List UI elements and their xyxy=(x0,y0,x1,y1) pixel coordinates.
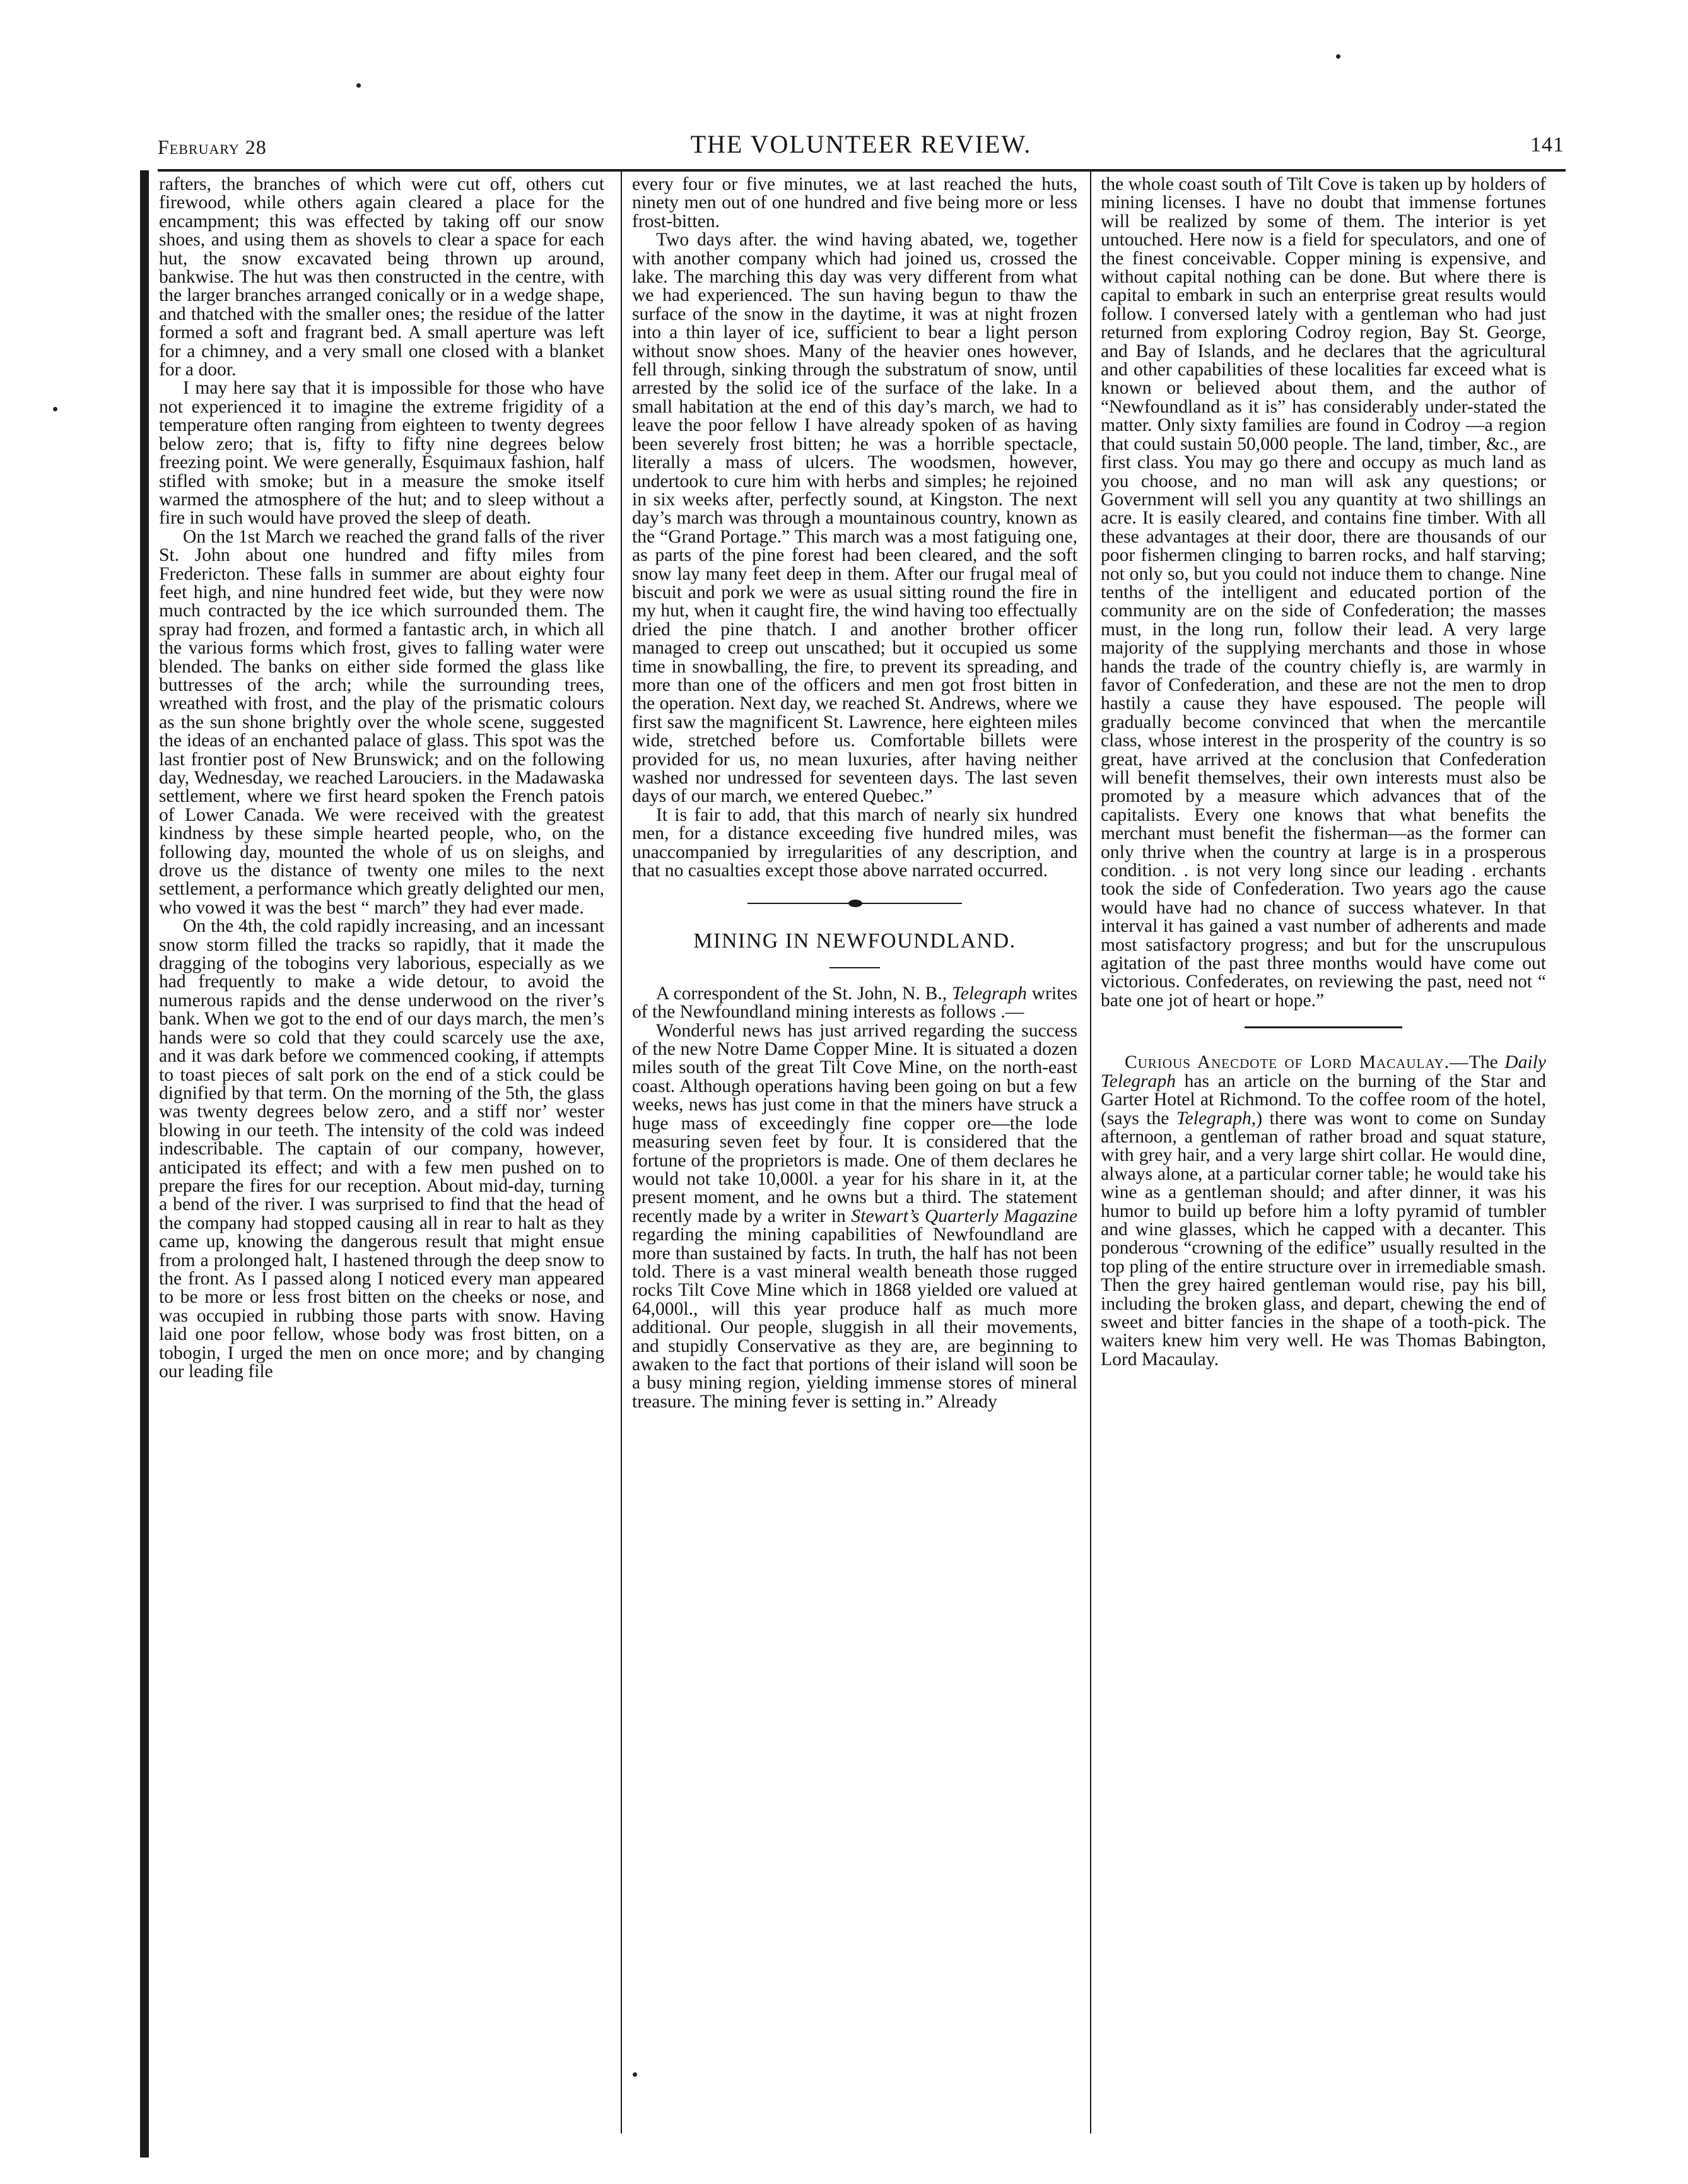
italic-title: Telegraph xyxy=(951,983,1027,1004)
section-rule xyxy=(829,967,880,968)
paragraph: It is fair to add, that this march of nearly six hundred men, for a distance exceeding five hundred miles, was unaccompanied by irregularities of any description, and that no casualties except those above narrated occurred. xyxy=(632,804,1077,881)
paragraph: every four or five minutes, we at last reached the huts, ninety men out of one hundred and five being more or less frost-bitten. xyxy=(632,175,1077,232)
paragraph xyxy=(632,985,1077,1022)
column-3 xyxy=(1101,175,1546,2131)
text-run: ) there was wont to come on Sunday afternoon, a gentleman of rather broad and squat stature, with grey hair, and a very large shirt collar. He would dine, always alone, at a particular corner table; he would take his wine as a gentleman should; and after dinner, it was his humor to build up before him a lofty pyramid of tumbler and wine glasses, which he capped with a decanter. This ponderous “crowning of the edifice” usually resulted in the top pling of the entire structure over in irremediable smash. Then the grey haired gentleman would rise, pay his bill, including the broken glass, and depart, chewing the end of sweet and bitter fancies in the shape of a tooth-pick. The waiters knew him very well. He was Thomas Babington, Lord Macaulay. xyxy=(1101,1108,1546,1370)
section-title: MINING IN NEWFOUNDLAND. xyxy=(693,929,1016,953)
ink-speck xyxy=(356,83,361,88)
header-date: February 28 xyxy=(158,136,267,158)
paragraph: the whole coast south of Tilt Cove is taken up by holders of mining licenses. I have no doubt that immense fortunes will be realized by some of them. The interior is yet untouched. Here now is a field for speculators, and one of the finest conceivable. Copper mining is expensive, and without capital nothing can be done. But where there is capital to embark in such an enterprise great results would follow. I conversed lately with a gentleman who had just returned from exploring Codroy region, Bay St. George, and Bay of Islands, and he declares that the agricultural and other capabilities of these localities far exceed what is known or believed about them, and the author of “Newfoundland as it is” has considerably under-stated the matter. Only sixty families are found in Codroy —a region that could sustain 50,000 people. The land, timber, &c., are first class. You may go there and occupy as much land as you choose, and no man will ask any questions; or Government will sell you any quantity at two shillings an acre. It is easily cleared, and contains fine timber. With all these advantages at their door, there are thousands of our poor fishermen clinging to barren rocks, and half starving; not only so, but you could not induce them to change. Nine tenths of the intelligent and educated portion of the community are on the side of Confederation; the masses must, in the long run, follow their lead. A very large majority of the supplying merchants and those in whose hands the trade of the country chiefly is, are warmly in favor of Confederation, and these are not the men to drop hastily a cause they have espoused. The people will gradually become convinced that when the mercantile class, whose interest in the prosperity of the country is so great, have arrived at the conclusion that Confederation will benefit themselves, their own interests must also be promoted by a measure which advances that of the capitalists. Every one knows that what benefits the merchant must benefit the fisherman—as the former can only thrive when the country at large is in a prosperous condition. . is not very long since our leading . erchants took the side of Confederation. Two years ago the cause would have had no chance of success whatever. In that interval it has gained a vast number of adherents and made most satisfactory progress; and but for the unscrupulous agitation of the past three months would have come out victorious. Confederates, on reviewing the past, need not “ bate one jot of heart or hope.” xyxy=(1101,175,1546,1011)
text-run: has an article on the burning of the Star and Garter Hotel at Richmond. To the coffee room of the hotel, (says the xyxy=(1101,1071,1546,1129)
italic-title: Daily Telegraph xyxy=(1101,1052,1546,1091)
text-run: regarding the mining capabilities of Newfoundland are more than sustained by facts. In truth, the half has not been told. There is a vast mineral wealth beneath those rugged rocks Tilt Cove Mine which in 1868 yielded ore valued at 64,000l., will this year produce half as much more additional. Our people, sluggish in all their movements, and stupidly Conservative as they are, are beginning to awaken to the fact that portions of their island will soon be a busy mining region, yielding immense stores of mineral treasure. The mining fever is setting in.” Already xyxy=(632,1224,1077,1412)
ink-speck xyxy=(53,407,57,411)
paragraph: On the 1st March we reached the grand falls of the river St. John about one hundred and fifty miles from Fredericton. These falls in summer are about eighty four feet high, and nine hundred feet wide, but they were now much contracted by the ice which surrounded them. The spray had frozen, and formed a fantastic arch, in which all the various forms which frost, gives to falling water were blended. The banks on either side formed the glass like buttresses of the arch; while the surrounding trees, wreathed with frost, and the play of the prismatic colours as the sun shone brightly over the whole scene, suggested the ideas of an enchanted palace of glass. This spot was the last frontier post of New Brunswick; and on the following day, Wednesday, we reached Larouciers. in the Madawaska settlement, where we first heard spoken the French patois of Lower Canada. We were received with the greatest kindness by these simple hearted people, who, on the following day, mounted the whole of us on sleighs, and drove us the distance of twenty one miles to the next settlement, a performance which greatly delighted our men, who vowed it was the best “ march” they had ever made. xyxy=(159,526,604,918)
column-rule-1 xyxy=(621,172,622,2134)
header-title: THE VOLUNTEER REVIEW. xyxy=(690,130,1032,158)
paragraph: I may here say that it is impossible for those who have not experienced it to imagine the extreme frigidity of a temperature often ranging from eighteen to twenty degrees below zero; that is, fifty to fifty nine degrees below freezing point. We were generally, Esquimaux fashion, half stifled with smoke; but in a measure the smoke itself warmed the atmosphere of the hut; and to sleep without a fire in such would have proved the sleep of death. xyxy=(159,378,604,529)
binding-shadow xyxy=(140,170,149,2158)
page-header xyxy=(158,129,1564,167)
paragraph xyxy=(632,1022,1077,1412)
ink-speck xyxy=(1336,54,1340,59)
page-number: 141 xyxy=(1530,133,1564,156)
text-run: writes of the Newfoundland mining interests as follows .— xyxy=(632,983,1077,1023)
text-run: Wonderful news has just arrived regarding the success of the new Notre Dame Copper Mine. It is situated a dozen miles south of the great Tilt Cove Mine, on the north-east coast. Although operations having been going on but a few weeks, news has just come in that the miners have struck a huge mass of exceedingly fine copper ore—the lode measuring seven feet by four. It is considered that the fortune of the proprietors is made. One of them declares he would not take 10,000l. a year for his share in it, at the present moment, and he owns but a third. The statement recently made by a writer in xyxy=(632,1020,1077,1226)
header-rule xyxy=(158,169,1566,172)
paragraph: Two days after. the wind having abated, we, together with another company which had joined us, crossed the lake. The marching this day was very different from what we had experienced. The sun having begun to thaw the surface of the snow in the daytime, it was at night frozen into a thin layer of ice, sufficient to bear a light person without snow shoes. Many of the heavier ones however, fell through, sinking through the substratum of snow, until arrested by the solid ice of the surface of the lake. In a small habitation at the end of this day’s march, we had to leave the poor fellow I have already spoken of as having been severely frost bitten; he was a horrible spectacle, literally a mass of ulcers. The woodsmen, however, undertook to cure him with herbs and simples; he rejoined in six weeks after, perfectly sound, at Kingston. The next day’s march was through a mountainous country, known as the “Grand Portage.” This march was a most fatiguing one, as parts of the pine forest had been cleared, and the soft snow lay many feet deep in them. After our frugal meal of biscuit and pork we were as usual sitting round the fire in my hut, when it caught fire, the wind having too effectually dried the pine thatch. I and another brother officer managed to creep out unscathed; but it occupied us some time in snowballing, the fire, to prevent its spreading, and more than one of the officers and men got frost bitten in the operation. Next day, we reached St. Andrews, where we first saw the magnificent St. Lawrence, here eighteen miles wide, stretched before us. Comfortable billets were provided for us, no mean luxuries, after having neither washed nor undressed for seventeen days. The last seven days of our march, we entered Quebec.” xyxy=(632,230,1077,807)
paragraph xyxy=(1101,1054,1546,1369)
column-1 xyxy=(159,175,604,2131)
text-run: A correspondent of the St. John, N. B., xyxy=(656,983,952,1004)
italic-title: Telegraph, xyxy=(1176,1108,1257,1129)
italic-title: Stewart’s Quarterly Magazine xyxy=(851,1206,1077,1226)
section-ornament xyxy=(747,898,962,909)
section-rule xyxy=(1245,1026,1402,1028)
column-rule-2 xyxy=(1090,172,1091,2134)
paragraph: On the 4th, the cold rapidly increasing, and an incessant snow storm filled the tracks so rapidly, that it made the dragging of the tobogins very laborious, especially as we had frequently to make a wide detour, to avoid the numerous rapids and the dense underwood on the river’s bank. When we got to the end of our days march, the men’s hands were so cold that they could scarcely use the axe, and it was dark before we commenced cooking, if attempts to toast pieces of salt pork on the end of a stick could be dignified by that term. On the morning of the 5th, the glass was twenty degrees below zero, and a stiff nor’ wester blowing in our teeth. The intensity of the cold was indeed indescribable. The captain of our company, however, anticipated its effect; and with a few men pushed on to prepare the fires for our reception. About mid-day, turning a bend of the river. I was surprised to find that the head of the company had stopped causing all in rear to halt as they came up, knowing the dangerous result that might ensue from a prolonged halt, I hastened through the deep snow to the front. As I passed along I noticed every man appeared to be more or less frost bitten on the cheeks or nose, and was occupied in rubbing those parts with snow. Having laid one poor fellow, whose body was frost bitten, on a tobogin, I urged the men on once more; and by changing our leading file xyxy=(159,916,604,1382)
article-heading: Curious Anecdote of Lord Macaulay.— xyxy=(1125,1052,1469,1073)
column-2 xyxy=(632,175,1077,2131)
paragraph: rafters, the branches of which were cut off, others cut firewood, while others again cleared a place for the encampment; this was effected by taking off our snow shoes, and using them as shovels to clear a space for each hut, the snow excavated being thrown up around, bankwise. The hut was then constructed in the centre, with the larger branches arranged conically or in a wedge shape, and thatched with the smaller ones; the residue of the latter formed a soft and fragrant bed. A small aperture was left for a chimney, and a very small one closed with a blanket for a door. xyxy=(159,175,604,380)
text-run: The xyxy=(1468,1052,1505,1073)
